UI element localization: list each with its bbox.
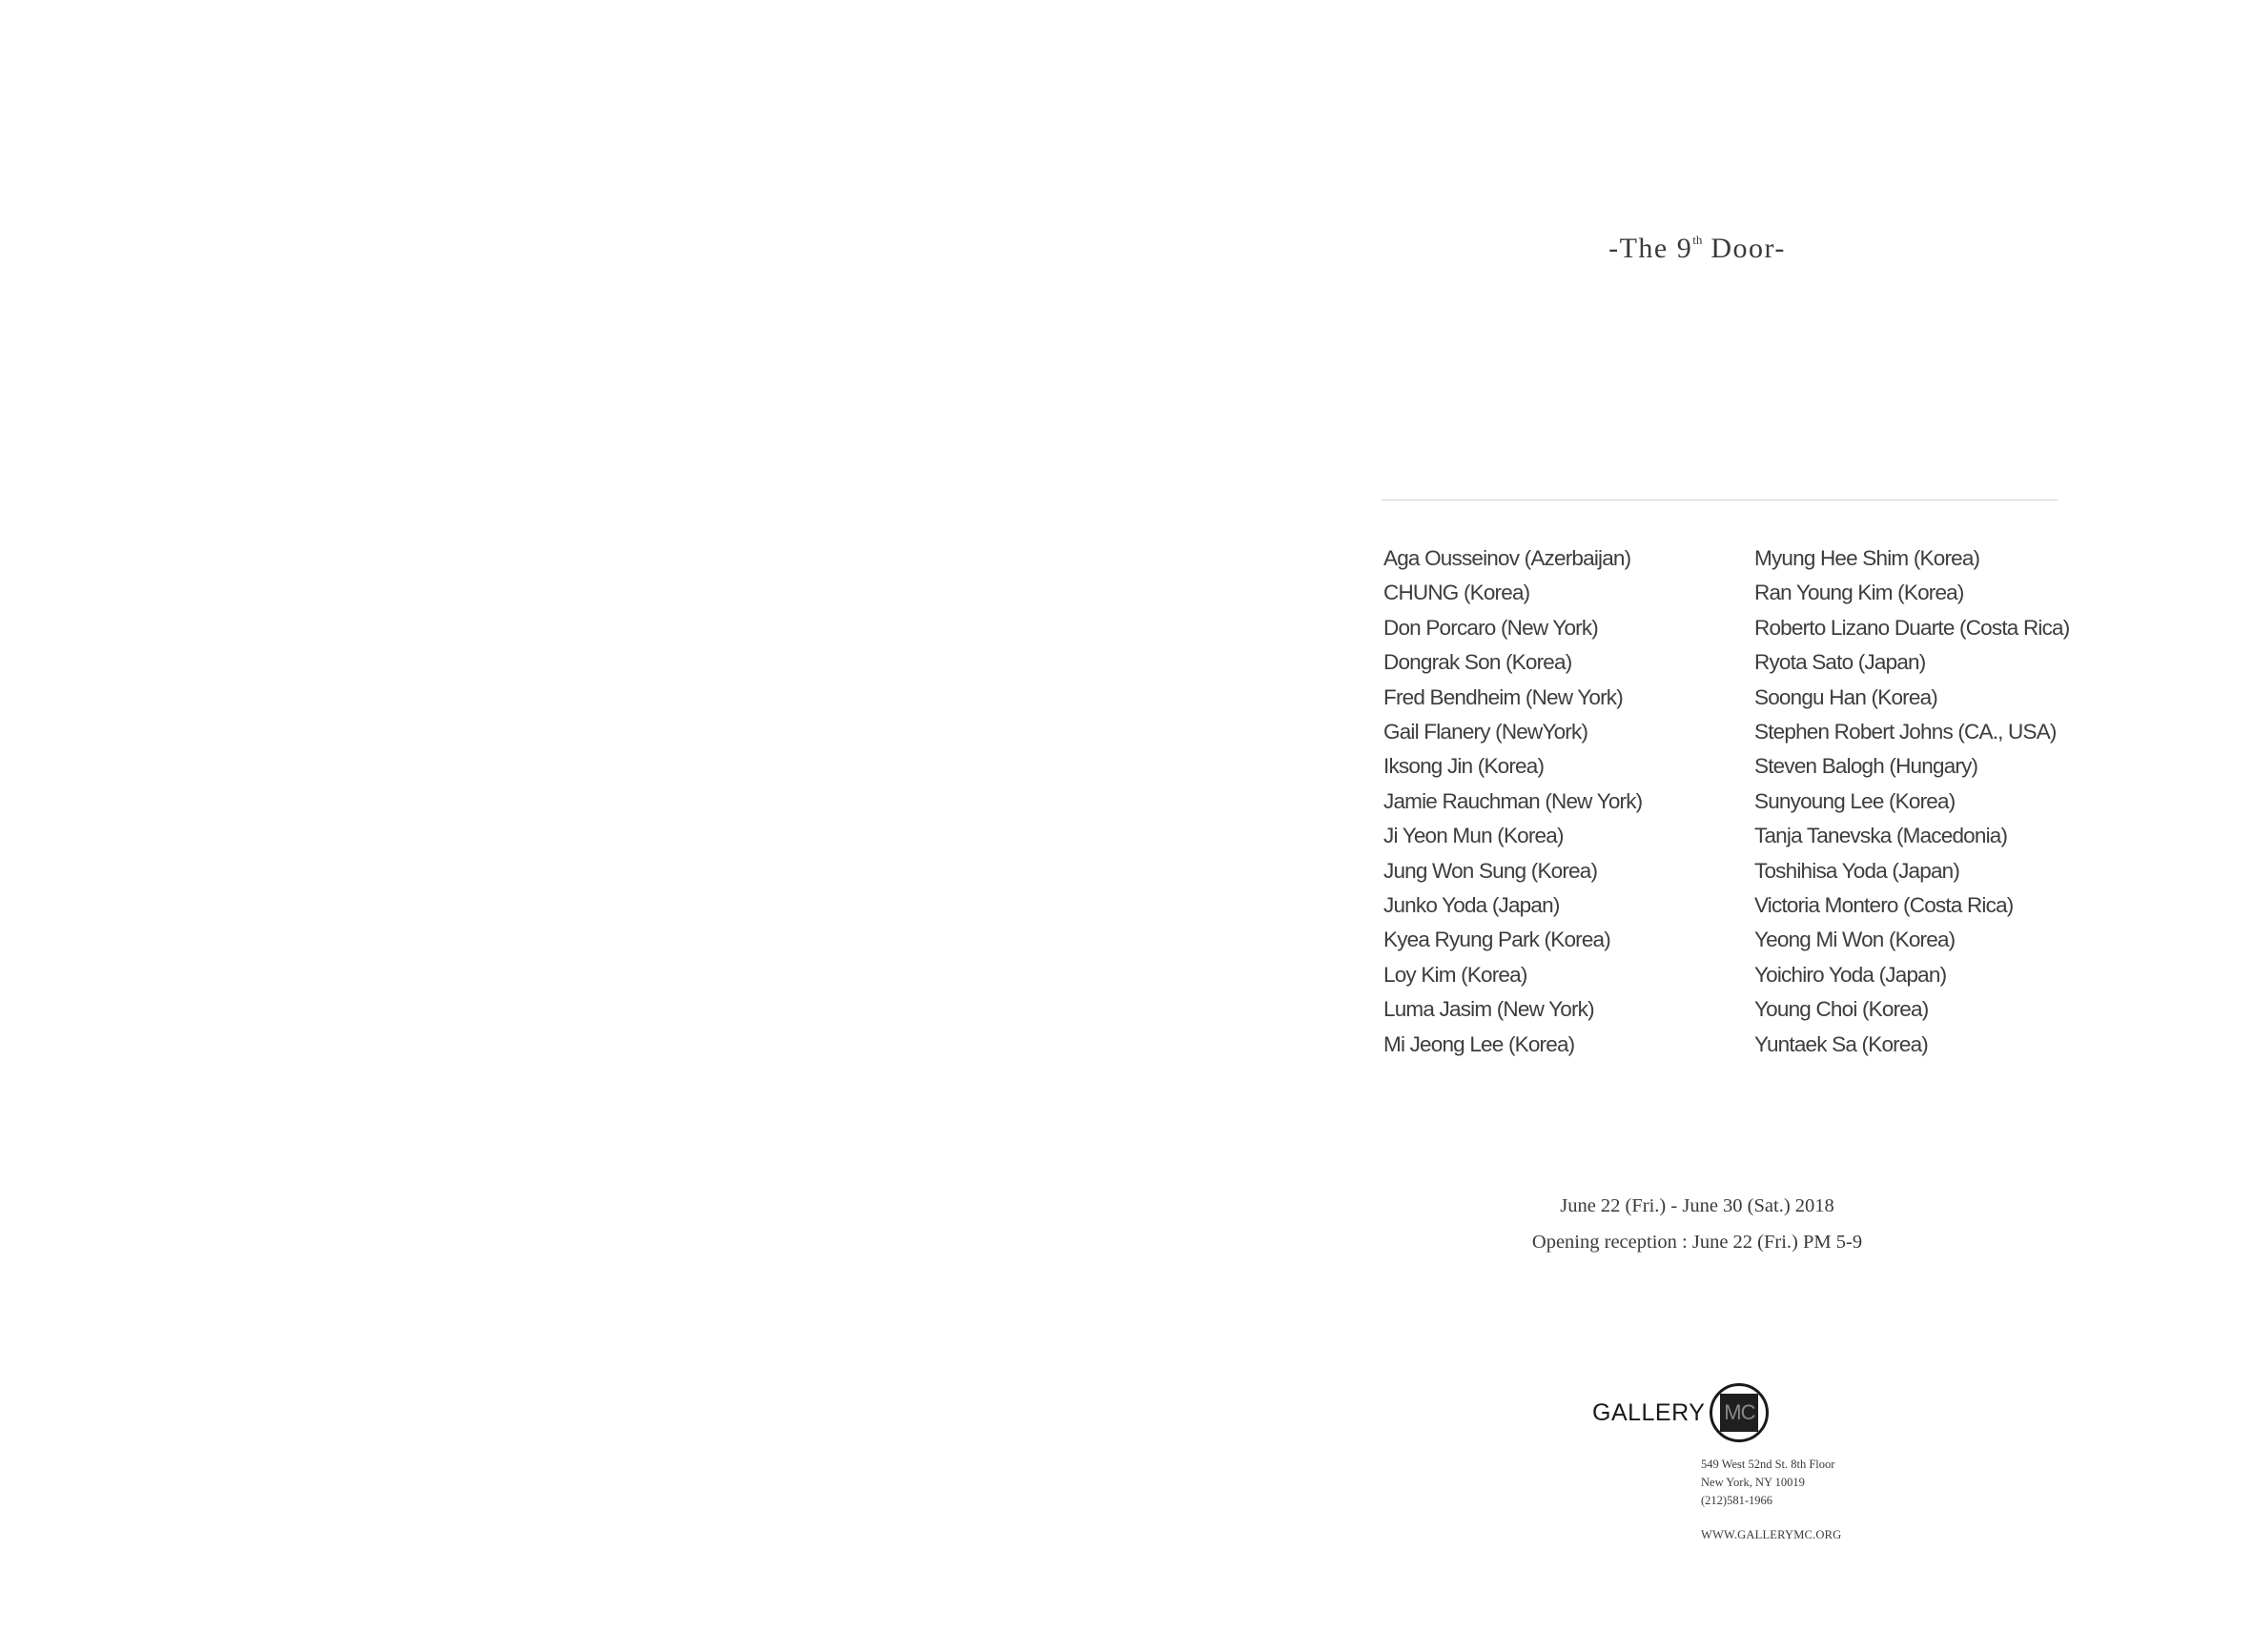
artist-name: Toshihisa Yoda (Japan): [1754, 858, 1960, 883]
artist-name: Yoichiro Yoda (Japan): [1754, 962, 1947, 987]
artist-name: Myung Hee Shim (Korea): [1754, 546, 1980, 570]
artist-name: Stephen Robert Johns (CA., USA): [1754, 720, 2057, 744]
gallery-address: [1701, 1456, 1834, 1510]
artist-name: Yuntaek Sa (Korea): [1754, 1031, 1928, 1056]
artist-name: Jung Won Sung (Korea): [1383, 858, 1598, 883]
invitation-page: [1354, 0, 2253, 1652]
artist-name: Iksong Jin (Korea): [1383, 754, 1545, 779]
artist-name: Young Choi (Korea): [1754, 997, 1929, 1022]
artist-name: Sunyoung Lee (Korea): [1754, 788, 1956, 813]
exhibition-dates: [1354, 1188, 2040, 1260]
artist-name: Mi Jeong Lee (Korea): [1383, 1031, 1575, 1056]
artist-name: Luma Jasim (New York): [1383, 997, 1594, 1022]
artist-name: Aga Ousseinov (Azerbaijan): [1383, 546, 1631, 570]
artist-name: Ji Yeon Mun (Korea): [1383, 824, 1564, 848]
artist-name: Tanja Tanevska (Macedonia): [1754, 824, 2008, 848]
artist-list-column-2: [1754, 541, 2069, 1062]
artist-list-column-1: [1383, 541, 1642, 1062]
artist-name: Ran Young Kim (Korea): [1754, 581, 1964, 605]
exhibition-date-range: June 22 (Fri.) - June 30 (Sat.) 2018: [1560, 1195, 1834, 1216]
artist-name: Roberto Lizano Duarte (Costa Rica): [1754, 615, 2070, 640]
artist-name: Junko Yoda (Japan): [1383, 893, 1560, 918]
title-superscript: th: [1692, 233, 1703, 247]
artist-name: Don Porcaro (New York): [1383, 615, 1599, 640]
logo-circle-icon: [1709, 1382, 1770, 1443]
address-line: New York, NY 10019: [1701, 1476, 1805, 1489]
artist-name: Jamie Rauchman (New York): [1383, 788, 1643, 813]
artist-name: Kyea Ryung Park (Korea): [1383, 928, 1610, 952]
artist-name: Fred Bendheim (New York): [1383, 684, 1623, 709]
opening-reception: Opening reception : June 22 (Fri.) PM 5-9: [1531, 1232, 1863, 1253]
artist-name: Victoria Montero (Costa Rica): [1754, 893, 2014, 918]
artist-name: Steven Balogh (Hungary): [1754, 754, 1978, 779]
title-prefix: -The 9: [1608, 233, 1693, 264]
artist-name: Loy Kim (Korea): [1383, 962, 1527, 987]
logo-mark-text: MC: [1724, 1400, 1755, 1424]
artist-name: Yeong Mi Won (Korea): [1754, 928, 1956, 952]
artist-name: Ryota Sato (Japan): [1754, 650, 1926, 675]
phone-number: (212)581-1966: [1701, 1494, 1772, 1507]
title-suffix: Door-: [1702, 233, 1786, 264]
artist-name: CHUNG (Korea): [1383, 581, 1530, 605]
artist-name: Gail Flanery (NewYork): [1383, 720, 1588, 744]
gallery-website-link[interactable]: WWW.GALLERYMC.ORG: [1701, 1528, 1842, 1541]
exhibition-title: [1354, 233, 2040, 265]
gallery-logo: [1592, 1380, 1770, 1445]
artist-name: Dongrak Son (Korea): [1383, 650, 1572, 675]
logo-wordmark: GALLERY: [1592, 1398, 1706, 1426]
artist-name: Soongu Han (Korea): [1754, 684, 1937, 709]
address-line: 549 West 52nd St. 8th Floor: [1701, 1458, 1835, 1471]
